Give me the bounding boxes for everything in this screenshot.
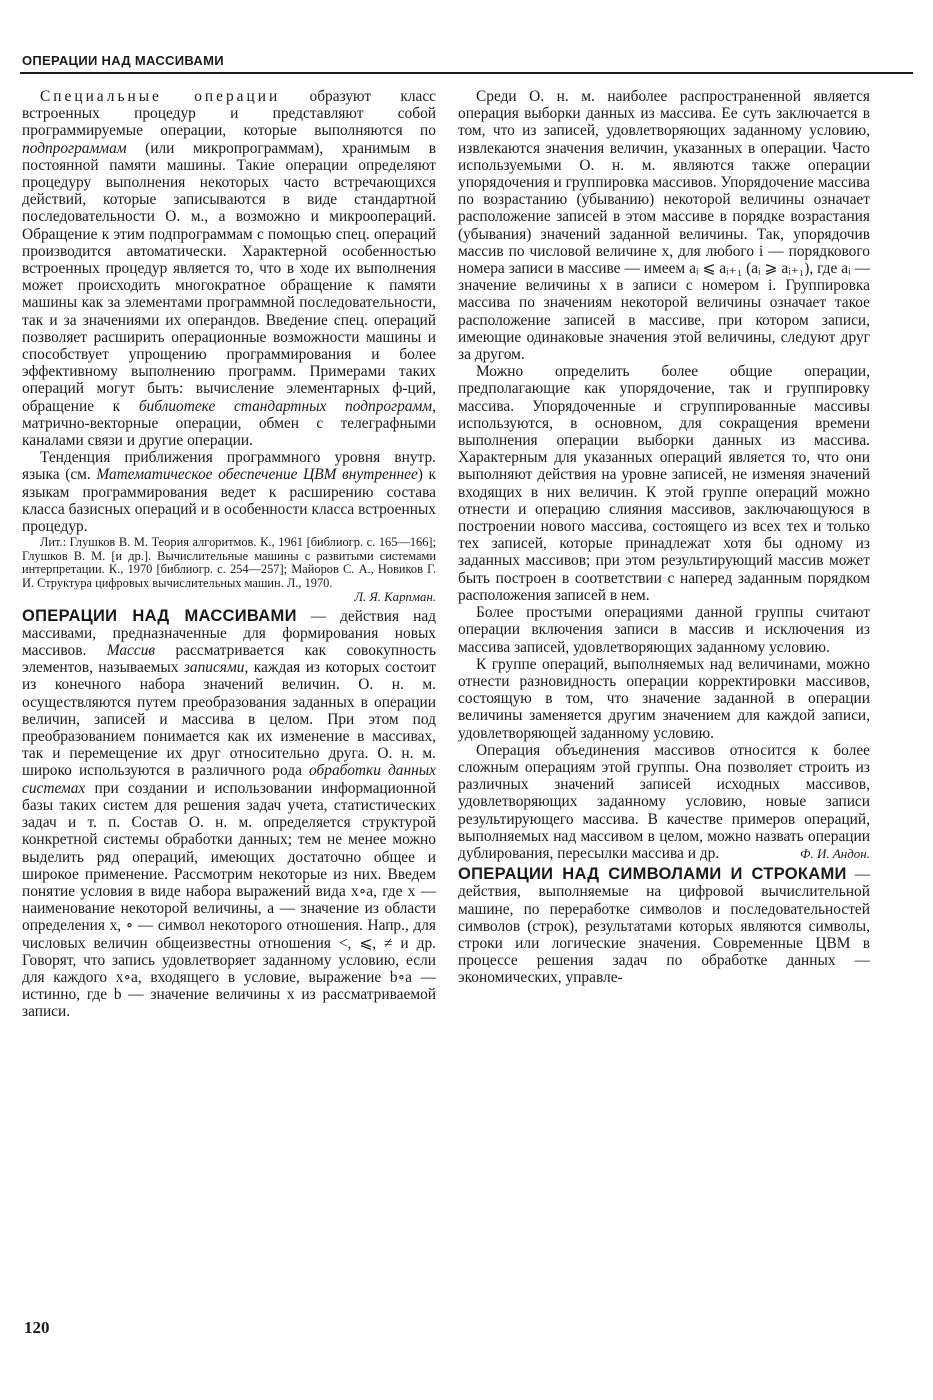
text-run: при создании и использовании информационной базы таких систем для решения задач учета, статистических задач и т. п. Состав О. н. м. определяется структурой конкретной системы обработки данных; тем не менее можно выделить ряд операций, имеющих достаточно общее и широкое применение. Рассмотрим некоторые из них. Введем понятие условия в виде набора выражений вида x∘a, где x — наименование некоторой величины, a — значение из области определения x, ∘ — символ некоторого отношения. Напр., для числовых величин общеизвестны отношения <, ⩽, ≠ и др. Говорят, что запись удовлетворяет заданному условию, если для каждого x∘a, входящего в условие, выражение b∘a — истинно, где b — значение величины x из рассматриваемой записи. bbox=[22, 779, 436, 1021]
literature-list: Лит.: Глушков В. М. Теория алгоритмов. К., 1961 [библиогр. с. 165—166]; Глушков В. М. [и др.]. Вычислительные машины с развитыми системами интерпретации. К., 1970 [библиогр. с. 254—257]; Майоров С. А., Новиков Г. И. Структура цифровых вычислительных машин. Л., 1970. bbox=[22, 535, 436, 591]
spaced-term: Специальные операции bbox=[40, 88, 281, 105]
paragraph-selection: Среди О. н. м. наиболее распространенной является операция выборки данных из массива. Ее суть заключается в том, что из записей, удовлетворяющих заданному условию, извлекаются значения величин, указанных в операции. Часто используемыми О. н. м. являются также операции упорядочения и группировка массивов. Упорядочение массива по возрастанию (убыванию) некоторой величины означает расположение записей в этом массиве в порядке возрастания (убывания) значений заданной величины. Так, упорядочив массив по числовой величине x, для любого i — порядкового номера записи в массиве — имеем aᵢ ⩽ aᵢ₊₁ (aᵢ ⩾ aᵢ₊₁), где aᵢ — значение величины x в записи с номером i. Группировка массива по значениям некоторой величины означает такое расположение записей в массиве, при котором записи, имеющие одинаковые значения этой величины, следуют друг за другом. bbox=[458, 88, 870, 364]
italic-term: Математическое обеспечение ЦВМ внутреннее bbox=[96, 466, 418, 484]
text-run: Тенденция приближения программного уровня внутр. языка (см. bbox=[22, 449, 436, 484]
text-run: , матрично-векторные операции, обмен с телеграфными каналами связи и другие операции. bbox=[22, 397, 436, 450]
entry-arrays bbox=[22, 608, 436, 1021]
italic-term: Массив bbox=[106, 642, 156, 660]
header-rule bbox=[20, 72, 913, 74]
headword: ОПЕРАЦИИ НАД МАССИВАМИ bbox=[22, 606, 297, 625]
author-signature: Ф. И. Андон. bbox=[799, 845, 870, 861]
running-head: ОПЕРАЦИИ НАД МАССИВАМИ bbox=[22, 53, 224, 68]
italic-term: записями bbox=[183, 659, 245, 677]
paragraph-special-operations bbox=[22, 88, 436, 449]
right-column bbox=[458, 88, 870, 987]
page-number: 120 bbox=[24, 1318, 50, 1337]
text-run: ) к языкам программирования ведет к расширению состава класса базисных операций и в особенности класса встроенных процедур. bbox=[22, 466, 437, 536]
headword: ОПЕРАЦИИ НАД СИМВОЛАМИ И СТРОКАМИ bbox=[458, 865, 847, 884]
text-run: — действия над массивами, предназначенные для формирования новых массивов. bbox=[22, 607, 436, 660]
italic-term: обработки данных системах bbox=[22, 762, 436, 797]
paragraph-general-operations: Можно определить более общие операции, предполагающие как упорядочение, так и группировку массива. Упорядоченные и сгруппированные массивы используются, в основном, для сокращения времени выполнения операции выборки данных из массива. Характерным для указанных операций является то, что они выполняют действия на уровне записей, не изменяя значений входящих в них величин. К этой группе операций можно отнести и операцию слияния массивов, заключающуюся в построении нового массива, состоящего из всех тех и только тех записей, которые принадлежат хотя бы одному из заданных массивов; при этом результирующий массив может быть построен в соответствии с наперед заданным порядком расположения записей в нем. bbox=[458, 363, 870, 604]
author-signature: Л. Я. Карпман. bbox=[354, 589, 436, 604]
paragraph-join-operation bbox=[458, 742, 870, 862]
text-run: образуют класс встроенных процедур и представляют собой программируемые операции, которые выполняются по bbox=[22, 88, 437, 140]
paragraph-simple-operations: Более простыми операциями данной группы считают операции включения записи в массив и исключения из массива записей, удовлетворяющих заданному условию. bbox=[458, 604, 870, 656]
entry-symbols-strings bbox=[458, 866, 870, 986]
paragraph-tendency bbox=[22, 449, 436, 535]
paragraph-value-operations: К группе операций, выполняемых над величинами, можно отнести разновидность операции корректировки массивов, состоящую в том, что значение заданной в операции величины заменяется другим значением для каждой записи, удовлетворяющей заданному условию. bbox=[458, 655, 870, 742]
text-run: , каждая из которых состоит из конечного набора значений величин. О. н. м. осуществляются путем преобразования заданных в операции величин, записей и массива в целом. При этом под преобразованием понимается как их изменение в массивах, так и перемещение их друг относительно друга. О. н. м. широко используются в различного рода bbox=[22, 659, 436, 780]
text-run: — действия, выполняемые на цифровой вычислительной машине, по переработке символов и последовательностей символов (строк), результатами которых являются символы, строки или логические значения. Современные ЦВМ в процессе решения задач по обработке данных — экономических, управле- bbox=[458, 866, 870, 987]
text-run: (или микропрограммам), хранимым в постоянной памяти машины. Такие операции определяют процедуру выполнения некоторых часто встречающихся действий, которые записываются в виде стандартной последовательности О. м., а возможно и микроопераций. Обращение к этим подпрограммам с помощью спец. операций производится автоматически. Характерной особенностью встроенных процедур является то, что в ходе их выполнения может происходить многократное обращение к памяти машины как за элементами программной последовательности, так и за значениями их операндов. Введение спец. операций позволяет расширить операционные возможности машины и способствует упрощению программирования и более эффективному выполнению программ. Примерами таких операций могут быть: вычисление элементарных ф-ций, обращение к bbox=[22, 139, 436, 415]
italic-term: библиотеке стандартных подпрограмм bbox=[138, 397, 433, 415]
italic-term: подпрограммам bbox=[22, 139, 127, 157]
text-run: Операция объединения массивов относится к более сложным операциям этой группы. Она позволяет строить из различных значений записей исходных массивов, удовлетворяющих заданному условию, новые записи результирующего массива. В качестве примеров операций, выполняемых над массивом в целом, можно назвать операции дублирования, пересылки массива и др. bbox=[458, 741, 870, 862]
text-run: рассматривается как совокупность элементов, называемых bbox=[22, 642, 436, 677]
left-column bbox=[22, 88, 436, 1021]
